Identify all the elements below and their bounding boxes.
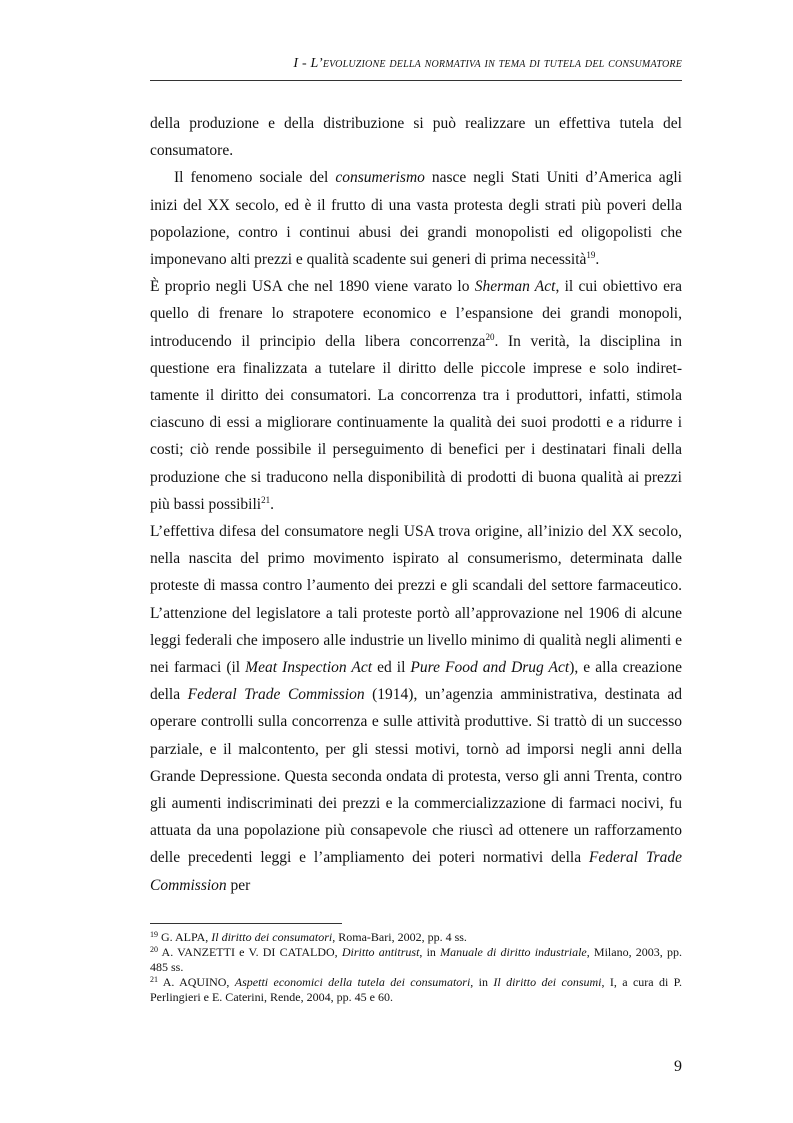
p4-italic-ftc-2: Federal Trade Commission [150, 849, 682, 894]
p4-text-i: per [226, 876, 251, 894]
p2-text-c: nasce negli Stati Uniti d’America agli inizi del XX secolo, ed è il frutto di una vasta protesta degli strati più poveri della popolazione, contro i continui abusi dei grandi monopolisti ed oligopolisti che imponevano alti prezzi e qualità scadente sui generi di prima necessità [150, 169, 682, 269]
paragraph-4 [150, 518, 682, 899]
footnote-19-number: 19 [150, 930, 158, 939]
footnote-21-number: 21 [150, 975, 158, 984]
footnote-20-text-c: , in [419, 945, 441, 959]
p3-text-e: . [270, 495, 274, 513]
p4-italic-meat-inspection-act: Meat Inspection Act [245, 659, 373, 677]
footnote-21-title: Aspetti economici della tutela dei consumatori [234, 975, 471, 989]
footnote-20-number: 20 [150, 945, 158, 954]
header-prefix: I - L’ [293, 56, 323, 71]
header-rule [150, 80, 682, 81]
paragraph-1-text: della produzione e della distribuzione si può realizzare un effettiva tutela del consumatore. [150, 115, 682, 160]
header-title: evoluzione della normativa in tema di tutela del consumatore [322, 56, 682, 71]
p4-text-g: (1914), un’agenzia amministrativa, destinata ad operare controlli sulla concorrenza e sulle attività produttive. Si trattò di un successo parziale, e il malcontento, per gli stessi motivi, tornò ad imporsi negli anni della Grande Depressione. Questa seconda ondata di protesta, verso gli anni Trenta, contro gli aumenti indiscriminati dei prezzi e la commercializzazione di farmaci nocivi, fu attuata da una popolazione più consapevole che riuscì ad ottenere un rafforzamento delle precedenti leggi e l’ampliamento dei poteri normativi della [150, 686, 682, 867]
p4-text-a: L’effettiva difesa del consumatore negli USA trova origine, all’inizio del XX secolo, nella nascita del primo movimento ispirato al consumerismo, determinata dalle proteste di massa contro l’aumento dei prezzi e gli scandali del settore farmaceutico. L’attenzione del legislatore a tali proteste portò all’approvazione nel 1906 di alcune leggi federali che imposero alle industrie un livello minimo di qualità negli alimenti e nei farmaci (il [150, 523, 682, 677]
paragraph-2 [150, 164, 682, 273]
footnote-19 [150, 930, 682, 945]
footnote-20-book: Manuale di diritto industriale [440, 945, 587, 959]
footnote-ref-21[interactable]: 21 [261, 494, 271, 505]
footnote-21-text-e: , I, a cura di P. Perlingieri e E. Caterini, Rende, 2004, pp. 45 e 60. [150, 975, 683, 1004]
p2-text-a: Il fenomeno sociale del [174, 169, 336, 187]
footnotes [150, 930, 682, 1005]
footnote-ref-19[interactable]: 19 [586, 250, 596, 261]
footnote-19-text-a: G. ALPA, [158, 930, 212, 944]
footnote-19-text-c: , Roma-Bari, 2002, pp. 4 ss. [332, 930, 467, 944]
footnote-20 [150, 945, 682, 975]
footnote-21-text-c: , in [470, 975, 494, 989]
p4-text-e: ), e alla creazione della [150, 659, 682, 704]
body-text [150, 110, 682, 899]
footnote-21 [150, 975, 682, 1005]
p4-text-c: ed il [372, 659, 411, 677]
footnote-separator [150, 923, 342, 924]
p3-italic-sherman-act: Sherman Act [474, 278, 556, 296]
footnote-20-text-a: A. VANZETTI e V. DI CATALDO, [158, 945, 342, 959]
p4-italic-pure-food-drug-act: Pure Food and Drug Act [410, 659, 570, 677]
footnote-ref-20[interactable]: 20 [485, 331, 495, 342]
footnote-19-title: Il diritto dei consumatori [211, 930, 333, 944]
footnote-21-text-a: A. AQUINO, [158, 975, 235, 989]
footnote-20-title: Diritto antitrust [341, 945, 420, 959]
page-number: 9 [674, 1058, 682, 1075]
p2-italic-consumerismo: consumerismo [335, 169, 425, 187]
paragraph-1 [150, 110, 682, 164]
footnote-21-book: Il diritto dei consumi [493, 975, 602, 989]
paragraph-3 [150, 273, 682, 518]
p3-text-d: . In verità, la disciplina in questione era finalizzata a tutelare il diritto delle piccole imprese e solo indiret-tamente il diritto dei consumatori. La concorrenza tra i produttori, infatti, stimola ciascuno di essi a migliorare continuamente la qualità dei suoi prodotti e a ridurre i costi; ciò rende possibile il perseguimento di benefici per i destinatari finali della produzione che si traducono nella disponibilità di prodotti di buona qualità ai prezzi più bassi possibili [150, 332, 682, 513]
p3-text-a: È proprio negli USA che nel 1890 viene varato lo [150, 278, 475, 296]
running-header [150, 56, 682, 72]
p4-italic-ftc: Federal Trade Commission [187, 686, 365, 704]
p2-text-d: . [595, 251, 600, 269]
p3-text-c: , il cui obiettivo era quello di frenare lo strapotere economico e l’espansione dei grandi monopoli, introducendo il principio della libera concorrenza [150, 278, 682, 350]
footnote-20-text-e: , Milano, 2003, pp. 485 ss. [150, 945, 682, 974]
